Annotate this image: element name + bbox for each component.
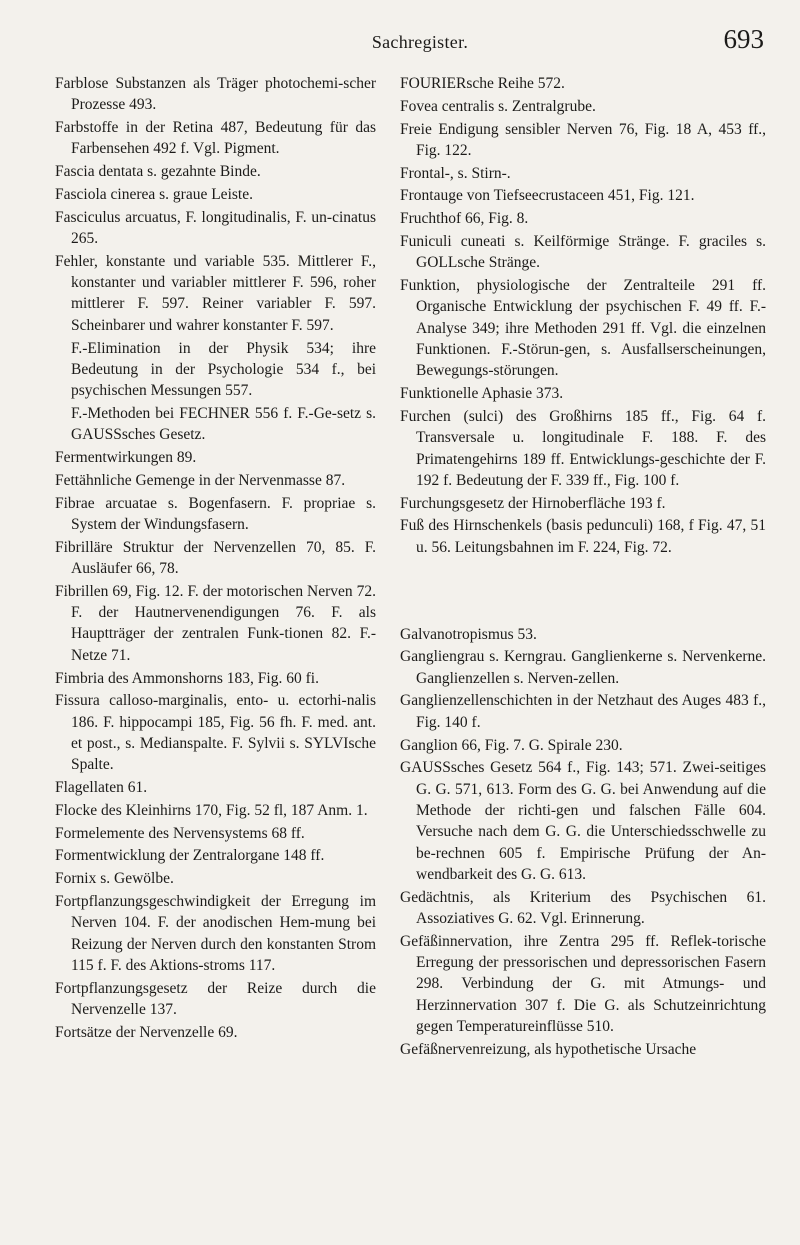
index-entry: Fermentwirkungen 89. — [55, 449, 197, 467]
index-entry: Flagellaten 61. — [55, 779, 148, 796]
index-entry: Fascia dentata s. gezahnte Binde. — [55, 163, 261, 181]
index-entry: Fortpflanzungsgesetz der Reize durch die Nervenzelle 137. — [55, 979, 376, 1018]
index-entry: F.-Methoden bei FECHNER 556 f. F.-Ge-setz s. GAUSSsches Gesetz. — [71, 404, 376, 444]
index-entry: Fuß des Hirnschenkels (basis pedunculi) 168, f Fig. 47, 51 u. 56. Leitungsbahnen im F. 224, Fig. 72. — [400, 517, 766, 556]
index-entry: Furchen (sulci) des Großhirns 185 ff., Fig. 64 f. Transversale u. longitudinale F. 188. F. des Primatengehirns 189 ff. Entwicklungs-geschichte der F. 192 f. Bedeutung der F. 339 ff., Fig. 100 f. — [400, 407, 766, 489]
index-entry: Fruchthof 66, Fig. 8. — [400, 210, 529, 228]
index-entry: Fibrilläre Struktur der Nervenzellen 70, 85. F. Ausläufer 66, 78. — [55, 538, 376, 578]
index-entry: Flocke des Kleinhirns 170, Fig. 52 fl, 187 Anm. 1. — [55, 801, 368, 819]
index-entry: Furchungsgesetz der Hirnoberfläche 193 f. — [400, 494, 666, 512]
right-column — [400, 73, 766, 1061]
page-number: 693 — [723, 24, 764, 54]
index-entry: Galvanotropismus 53. — [400, 625, 537, 643]
index-entry: Formelemente des Nervensystems 68 ff. — [55, 824, 305, 842]
index-entry: Fortpflanzungsgeschwindigkeit der Erregung im Nerven 104. F. der anodischen Hem-mung bei Reizung der Nerven durch den konstanten Strom 115 f. F. des Aktions-stroms 117. — [55, 892, 376, 974]
index-entry: Funktionelle Aphasie 373. — [400, 385, 564, 403]
index-entry: Frontauge von Tiefseecrustaceen 451, Fig. 121. — [400, 187, 695, 205]
left-column — [55, 73, 376, 1045]
index-entry: Ganglion 66, Fig. 7. G. Spirale 230. — [400, 736, 623, 754]
index-entry: Fibrae arcuatae s. Bogenfasern. F. propriae s. System der Windungsfasern. — [55, 494, 376, 533]
index-entry: Formentwicklung der Zentralorgane 148 ff. — [55, 847, 325, 865]
index-entry: Fettähnliche Gemenge in der Nervenmasse 87. — [55, 471, 346, 489]
index-entry: Gedächtnis, als Kriterium des Psychischen 61. Assoziatives G. 62. Vgl. Erinnerung. — [400, 888, 766, 927]
index-entry: Funiculi cuneati s. Keilförmige Stränge. F. graciles s. GOLLsche Stränge. — [400, 233, 766, 272]
index-entry: Fortsätze der Nervenzelle 69. — [55, 1023, 238, 1041]
index-entry: Fibrillen 69, Fig. 12. F. der motorischen Nerven 72. F. der Hautnervenendigungen 76. F. als Hauptträger der zentralen Funk-tionen 82. F.-Netze 71. — [55, 582, 376, 664]
index-entry: Gefäßinnervation, ihre Zentra 295 ff. Reflek-torische Erregung der pressorischen und depressorischen Fasern 298. Verbindung der G. mit Atmungs- und Herzinnervation 307 f. Die G. als Schutzeinrichtung gegen Temperatureinflüsse 510. — [400, 932, 766, 1035]
index-entry: Fehler, konstante und variable 535. Mittlerer F., konstanter und variabler mittlerer F. 596, roher mittlerer F. 597. Reiner variabler F. 597. Scheinbarer und wahrer konstanter F. 597. — [55, 252, 376, 334]
page-title: Sachregister. — [371, 32, 469, 52]
index-entry: Farblose Substanzen als Träger photochemi-scher Prozesse 493. — [55, 75, 376, 114]
index-entry: Frontal-, s. Stirn-. — [400, 164, 511, 182]
index-entry: Ganglienzellenschichten in der Netzhaut des Auges 483 f., Fig. 140 f. — [400, 692, 766, 731]
index-entry: Freie Endigung sensibler Nerven 76, Fig. 18 A, 453 ff., Fig. 122. — [400, 120, 766, 159]
index-entry: GAUSSsches Gesetz 564 f., Fig. 143; 571. Zwei-seitiges G. G. 571, 613. Form des G. G. bei Anwendung auf die Methode der richti-gen und falschen Fälle 604. Versuche nach dem G. G. die Unterschiedsschwelle zu be-rechnen 605 f. Empirische Prüfung der An-wendbarkeit des G. G. 613. — [400, 759, 766, 883]
index-entry: FOURIERsche Reihe 572. — [400, 75, 565, 92]
index-entry: F.-Elimination in der Physik 534; ihre Bedeutung in der Psychologie 534 f., bei psychischen Messungen 557. — [71, 339, 376, 400]
index-entry: Gangliengrau s. Kerngrau. Ganglienkerne s. Nervenkerne. Ganglienzellen s. Nerven-zellen. — [400, 648, 766, 687]
index-entry: Funktion, physiologische der Zentralteile 291 ff. Organische Entwicklung der psychischen F. 49 ff. F.-Analyse 349; ihre Methoden 291 ff. Vgl. die einzelnen Funktionen. F.-Störun-gen, s. Ausfallserscheinungen, Bewegungs-störungen. — [400, 277, 766, 380]
index-entry: Fasciola cinerea s. graue Leiste. — [55, 185, 253, 203]
index-entry: Farbstoffe in der Retina 487, Bedeutung für das Farbensehen 492 f. Vgl. Pigment. — [55, 119, 376, 158]
index-entry: Fimbria des Ammonshorns 183, Fig. 60 fi. — [55, 669, 319, 687]
index-entry: Fasciculus arcuatus, F. longitudinalis, F. un-cinatus 265. — [55, 208, 376, 248]
page-header — [70, 18, 770, 58]
index-entry: Fissura calloso-marginalis, ento- u. ectorhi-nalis 186. F. hippocampi 185, Fig. 56 fh. F. med. ant. et post., s. Medianspalte. F. Sylvii s. SYLVIsche Spalte. — [55, 692, 376, 774]
index-entry: Gefäßnervenreizung, als hypothetische Ursache — [400, 1040, 697, 1058]
letter-section-gap — [400, 560, 766, 624]
index-entry: Fornix s. Gewölbe. — [55, 870, 174, 888]
index-entry: Fovea centralis s. Zentralgrube. — [400, 97, 596, 115]
